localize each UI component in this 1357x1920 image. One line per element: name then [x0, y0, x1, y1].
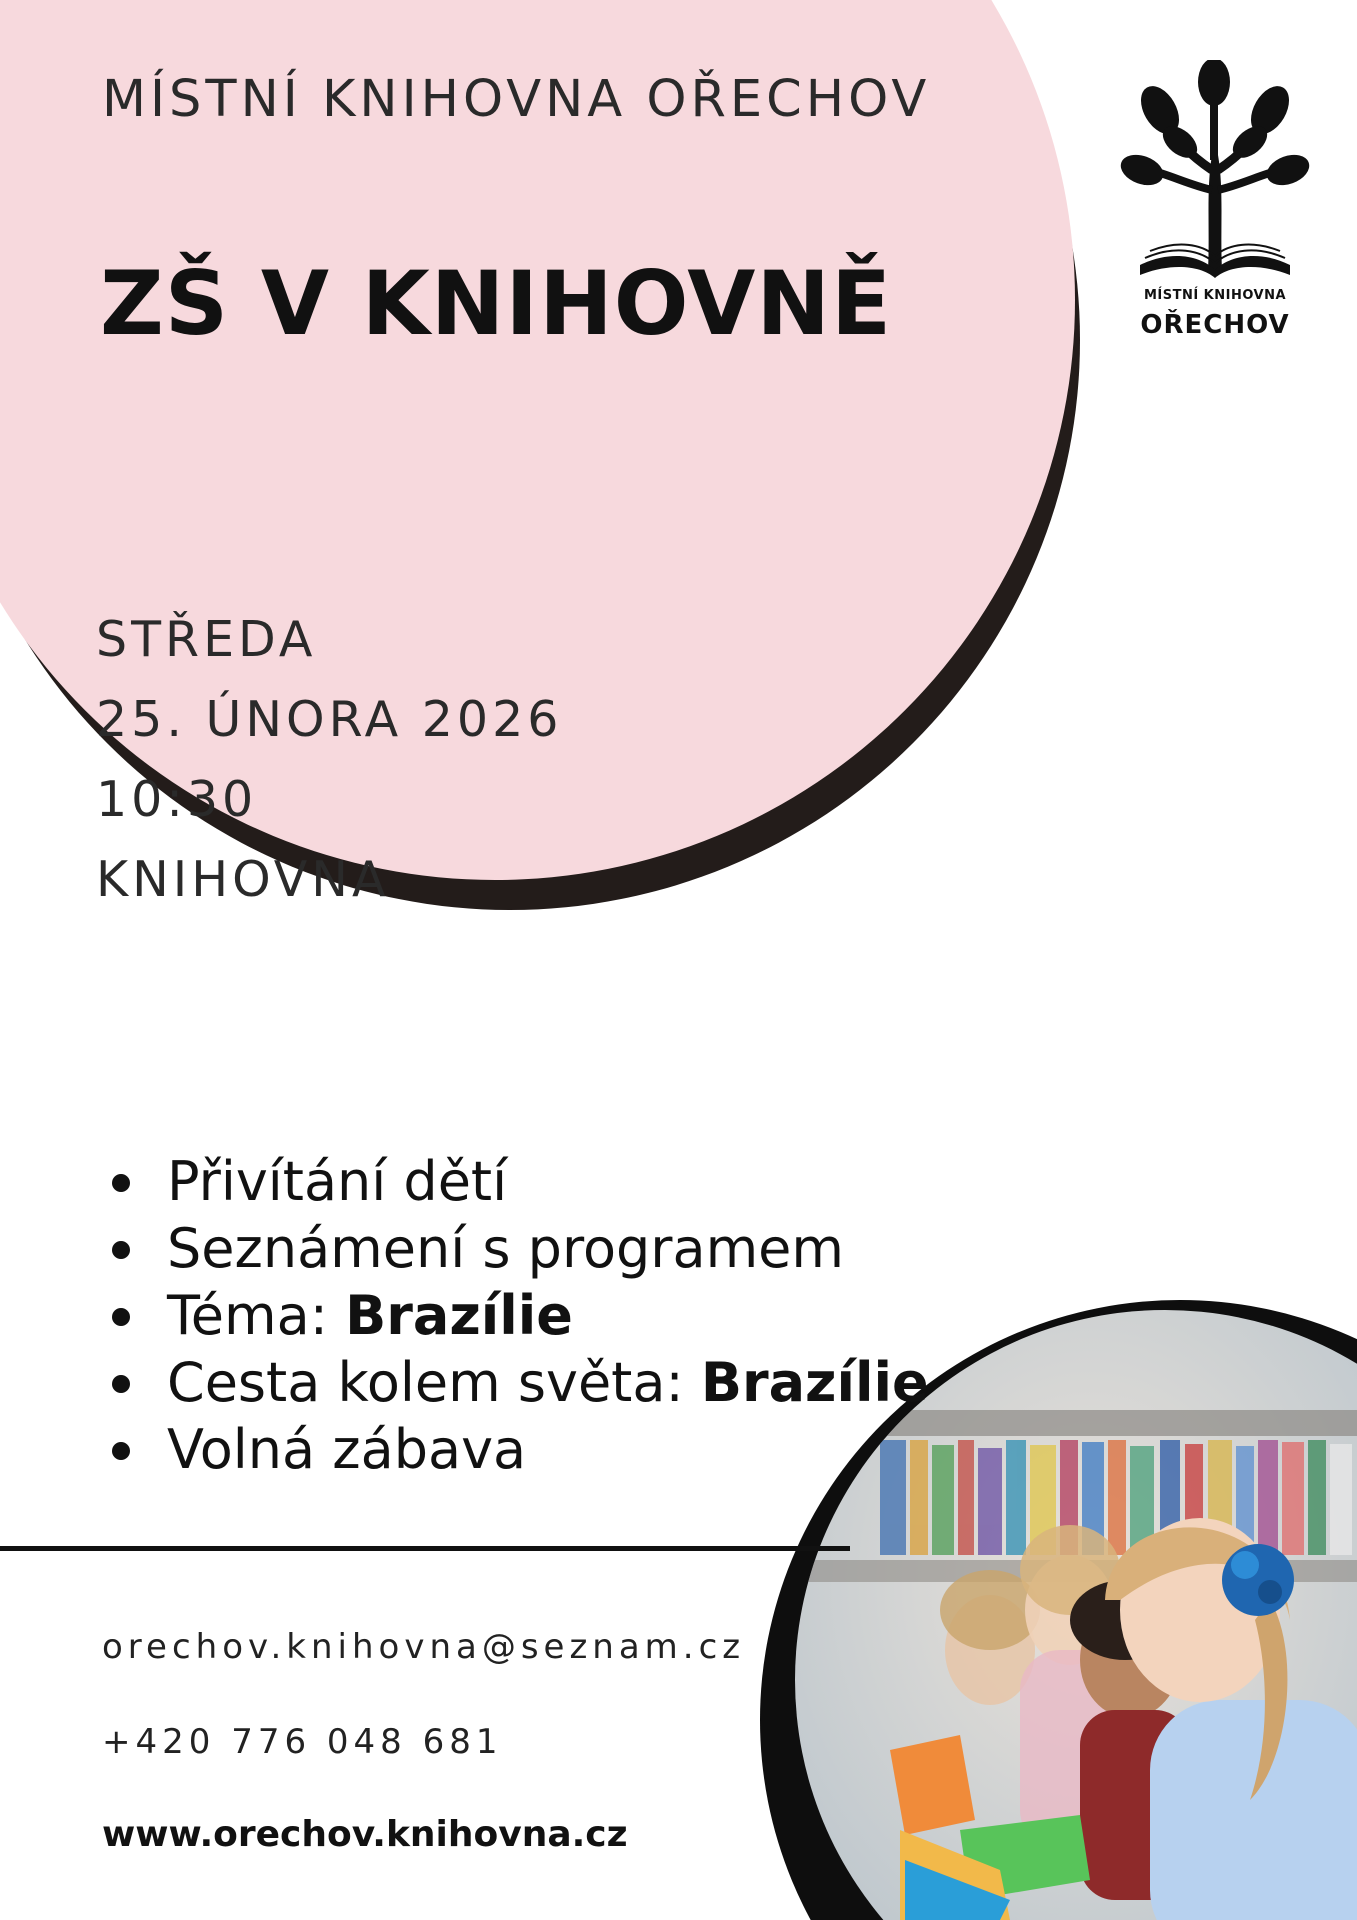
bullet-icon: [112, 1375, 130, 1393]
list-item: Seznámení s programem: [112, 1215, 929, 1282]
list-item: Volná zábava: [112, 1416, 929, 1483]
event-time: 10:30: [96, 771, 258, 828]
event-day: STŘEDA: [96, 611, 317, 668]
contact-website[interactable]: www.orechov.knihovna.cz: [102, 1814, 628, 1855]
bullet-icon: [112, 1308, 130, 1326]
bullet-icon: [112, 1174, 130, 1192]
bullet-icon: [112, 1241, 130, 1259]
list-item: Téma: Brazílie: [112, 1282, 929, 1349]
tree-book-icon: [1120, 60, 1310, 280]
program-list: [112, 1148, 929, 1483]
logo-text-line1: MÍSTNÍ KNIHOVNA: [1143, 288, 1287, 303]
list-item: Přivítání dětí: [112, 1148, 929, 1215]
library-name: MÍSTNÍ KNIHOVNA OŘECHOV: [102, 70, 931, 129]
library-logo: [1120, 60, 1310, 350]
event-title: ZŠ V KNIHOVNĚ: [100, 252, 893, 355]
divider: [0, 1546, 850, 1551]
list-item: Cesta kolem světa: Brazílie: [112, 1349, 929, 1416]
contact-phone[interactable]: +420 776 048 681: [102, 1722, 503, 1762]
event-details: [96, 600, 562, 920]
logo-text-line2: OŘECHOV: [1140, 310, 1290, 340]
contact-email[interactable]: orechov.knihovna@seznam.cz: [102, 1627, 746, 1667]
bullet-icon: [112, 1442, 130, 1460]
event-place: KNIHOVNA: [96, 851, 390, 908]
event-date: 25. ÚNORA 2026: [96, 691, 563, 748]
